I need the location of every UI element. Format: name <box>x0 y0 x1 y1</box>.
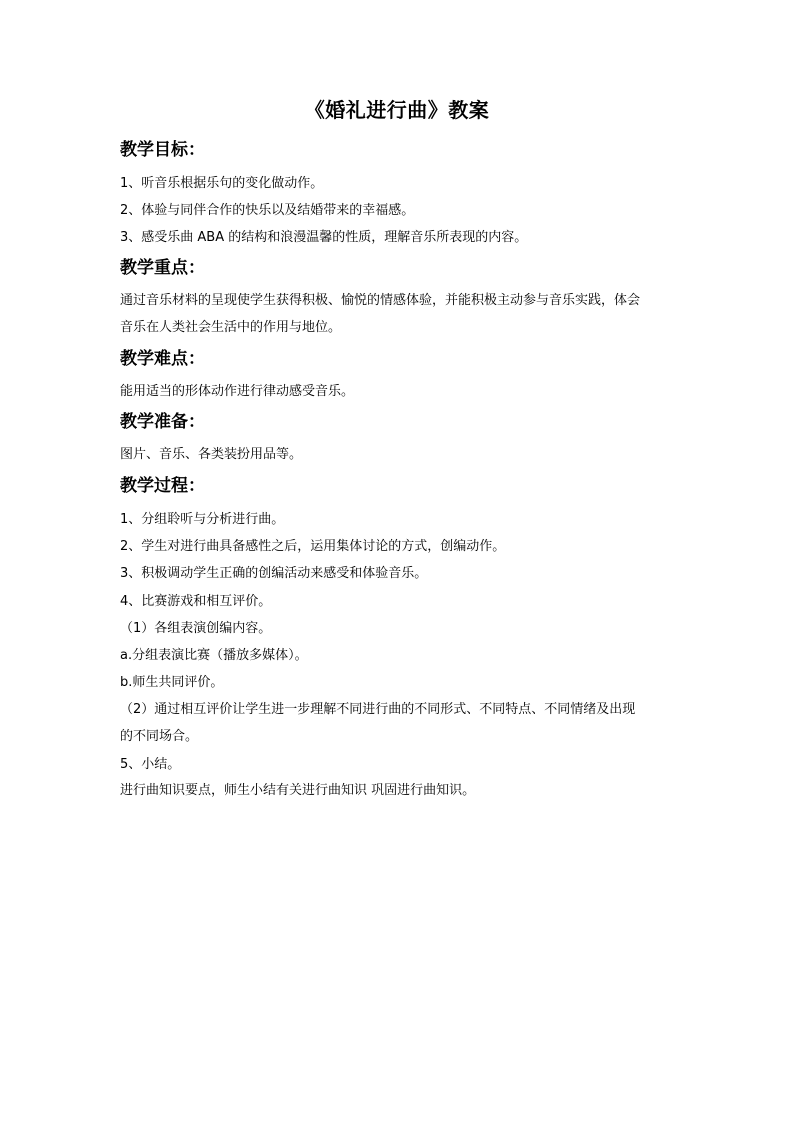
process-line-10: 5、小结。 <box>120 757 181 772</box>
goals-item-2: 2、体验与同伴合作的快乐以及结婚带来的幸福感。 <box>120 203 415 218</box>
process-line-2: 2、学生对进行曲具备感性之后，运用集体讨论的方式，创编动作。 <box>120 539 506 554</box>
goals-heading: 教学目标： <box>120 140 205 160</box>
process-line-5: （1）各组表演创编内容。 <box>120 621 272 636</box>
goals-item-3: 3、感受乐曲 ABA 的结构和浪漫温馨的性质，理解音乐所表现的内容。 <box>120 230 528 245</box>
goals-item-1: 1、听音乐根据乐句的变化做动作。 <box>120 176 324 191</box>
process-line-7: b.师生共同评价。 <box>120 675 224 690</box>
key-points-line-2: 音乐在人类社会生活中的作用与地位。 <box>120 320 342 335</box>
preparation-line-1: 图片、音乐、各类装扮用品等。 <box>120 447 303 462</box>
process-line-3: 3、积极调动学生正确的创编活动来感受和体验音乐。 <box>120 566 428 581</box>
document-title: 《婚礼进行曲》教案 <box>304 98 490 122</box>
difficulties-heading: 教学难点： <box>120 349 205 369</box>
process-line-1: 1、分组聆听与分析进行曲。 <box>120 512 285 527</box>
process-line-9: 的不同场合。 <box>120 729 199 744</box>
process-heading: 教学过程： <box>120 476 205 496</box>
key-points-heading: 教学重点： <box>120 258 205 278</box>
key-points-line-1: 通过音乐材料的呈现使学生获得积极、愉悦的情感体验，并能积极主动参与音乐实践，体会 <box>120 293 641 308</box>
process-line-6: a.分组表演比赛（播放多媒体）。 <box>120 648 308 663</box>
process-line-8: （2）通过相互评价让学生进一步理解不同进行曲的不同形式、不同特点、不同情绪及出现 <box>120 702 636 717</box>
process-line-4: 4、比赛游戏和相互评价。 <box>120 594 272 609</box>
preparation-heading: 教学准备： <box>120 412 205 432</box>
difficulties-line-1: 能用适当的形体动作进行律动感受音乐。 <box>120 384 355 399</box>
process-line-11: 进行曲知识要点，师生小结有关进行曲知识 巩固进行曲知识。 <box>120 783 476 798</box>
